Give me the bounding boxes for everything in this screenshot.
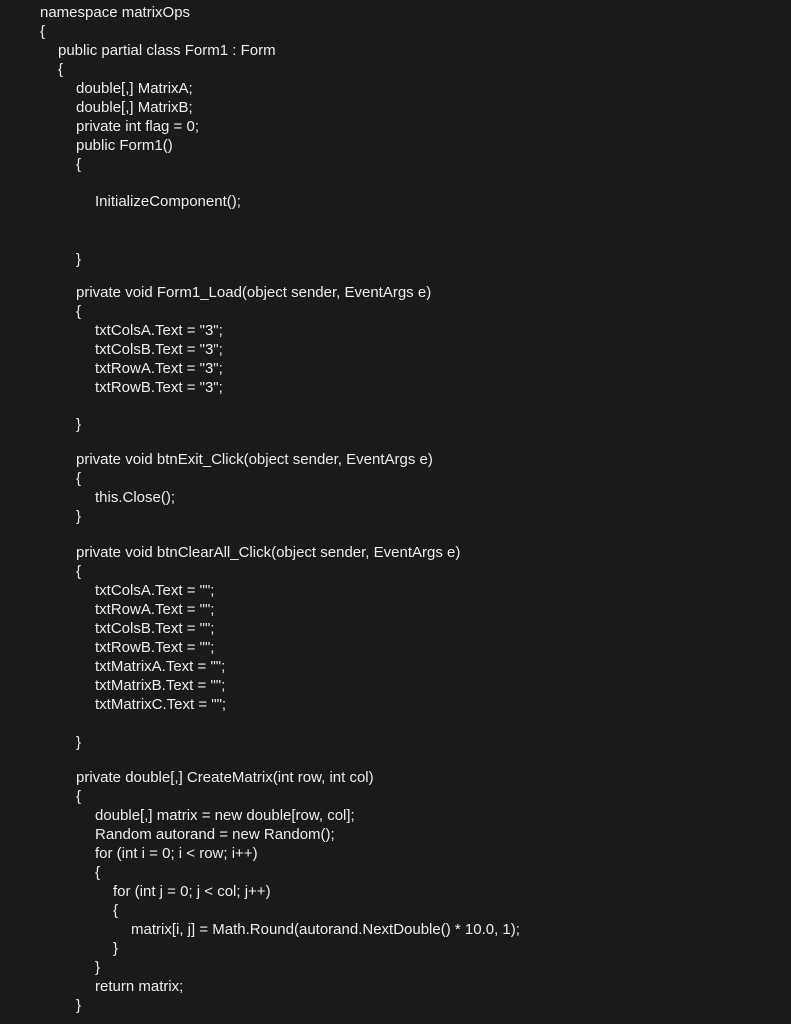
code-line: }: [76, 251, 82, 268]
code-line: {: [40, 23, 46, 40]
code-line: {: [76, 470, 82, 487]
code-line: }: [76, 508, 82, 525]
code-line: double[,] matrix = new double[row, col];: [95, 807, 355, 824]
code-line: }: [95, 959, 101, 976]
code-line: {: [95, 864, 101, 881]
code-line: private void Form1_Load(object sender, EventArgs e): [76, 284, 432, 301]
code-line: double[,] MatrixA;: [76, 80, 193, 97]
code-line: txtRowB.Text = "";: [95, 639, 215, 656]
code-line: double[,] MatrixB;: [76, 99, 193, 116]
code-line: private void btnClearAll_Click(object sender, EventArgs e): [76, 544, 461, 561]
code-line: txtMatrixC.Text = "";: [95, 696, 227, 713]
code-line: }: [76, 416, 82, 433]
code-line: txtColsA.Text = "3";: [95, 322, 223, 339]
code-line: this.Close();: [95, 489, 176, 506]
code-line: for (int i = 0; i < row; i++): [95, 845, 258, 862]
code-line: }: [76, 997, 82, 1014]
code-line: }: [113, 940, 119, 957]
code-line: private void btnExit_Click(object sender, EventArgs e): [76, 451, 433, 468]
code-line: }: [76, 734, 82, 751]
code-line: private double[,] CreateMatrix(int row, int col): [76, 769, 374, 786]
code-line: txtMatrixB.Text = "";: [95, 677, 226, 694]
code-line: matrix[i, j] = Math.Round(autorand.NextDouble() * 10.0, 1);: [131, 921, 520, 938]
code-line: for (int j = 0; j < col; j++): [113, 883, 271, 900]
code-line: txtRowA.Text = "3";: [95, 360, 223, 377]
code-line: InitializeComponent();: [95, 193, 241, 210]
code-line: txtColsB.Text = "3";: [95, 341, 223, 358]
code-line: namespace matrixOps: [40, 4, 191, 21]
code-line: public Form1(): [76, 137, 173, 154]
code-line: txtMatrixA.Text = "";: [95, 658, 226, 675]
code-line: txtColsA.Text = "";: [95, 582, 215, 599]
code-line: {: [113, 902, 119, 919]
code-line: txtRowA.Text = "";: [95, 601, 215, 618]
code-line: txtRowB.Text = "3";: [95, 379, 223, 396]
code-line: txtColsB.Text = "";: [95, 620, 215, 637]
code-line: Random autorand = new Random();: [95, 826, 335, 843]
code-line: return matrix;: [95, 978, 184, 995]
code-line: {: [76, 563, 82, 580]
code-line: public partial class Form1 : Form: [58, 42, 276, 59]
code-line: {: [76, 156, 82, 173]
code-line: {: [76, 303, 82, 320]
code-line: private int flag = 0;: [76, 118, 199, 135]
code-line: {: [76, 788, 82, 805]
code-line: {: [58, 61, 64, 78]
